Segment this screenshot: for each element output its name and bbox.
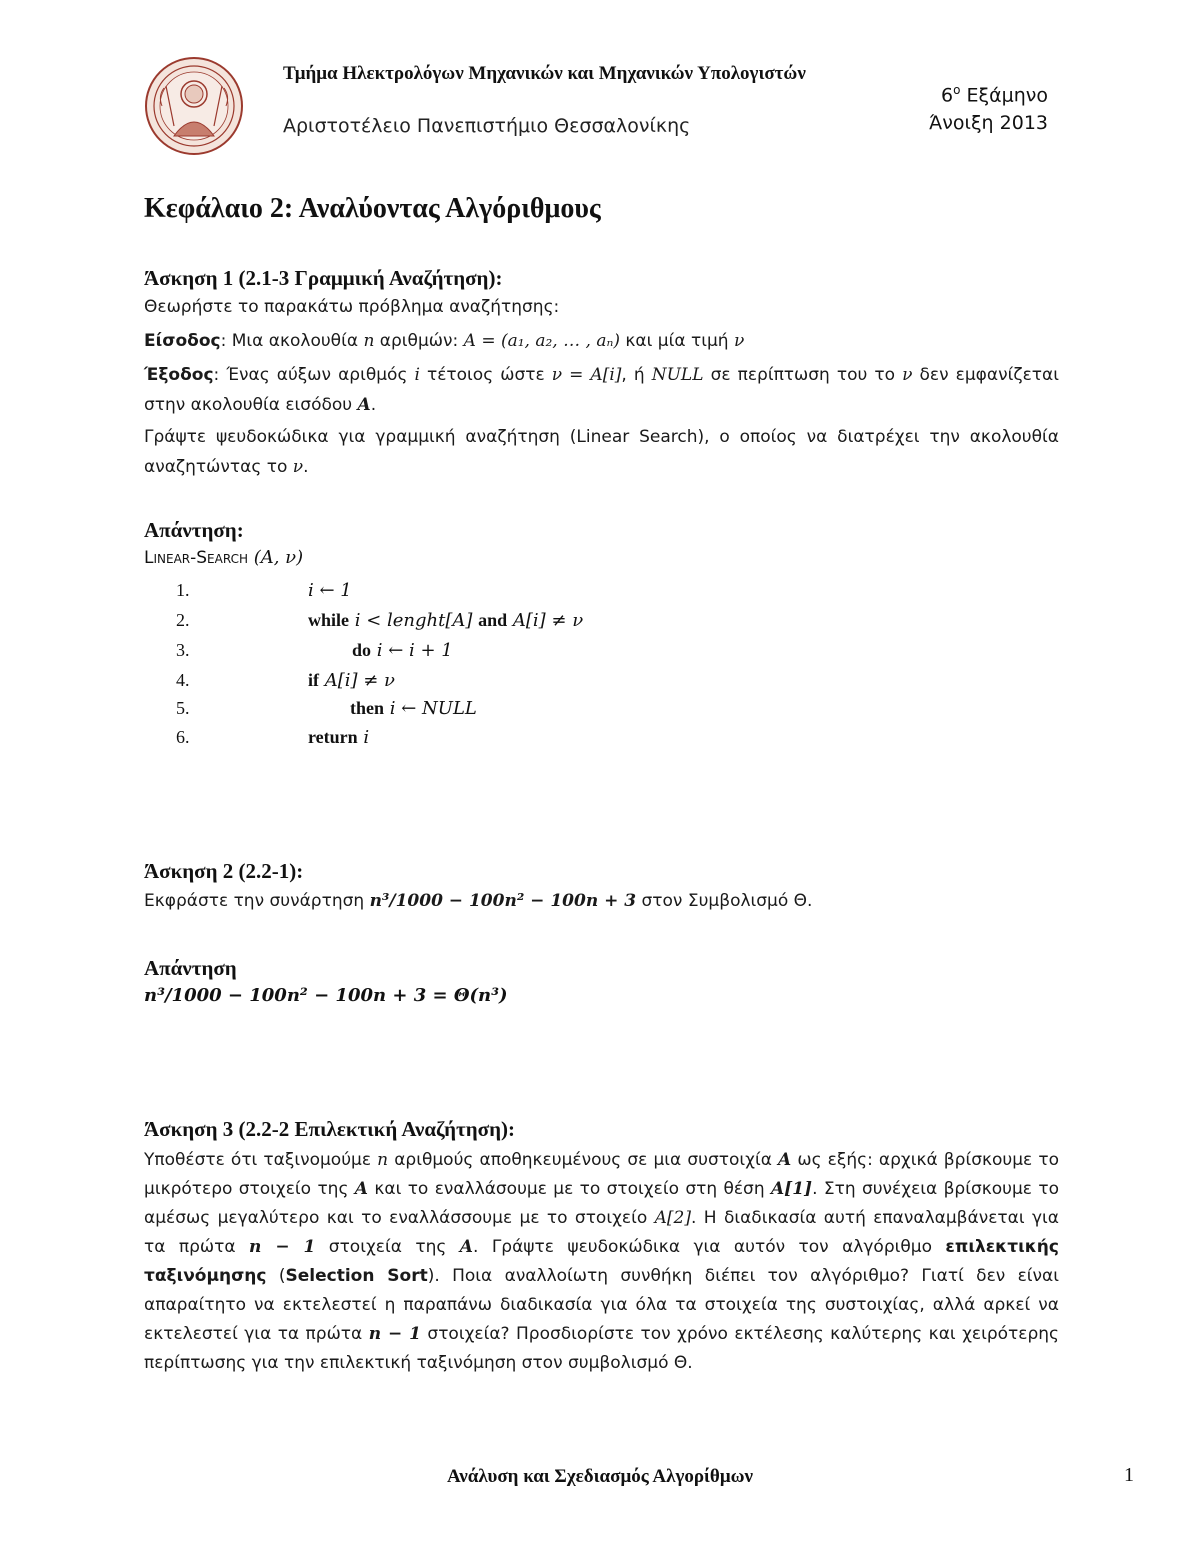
pseudocode-block (144, 580, 744, 760)
output-equation: ν = A[i] (551, 365, 622, 385)
output-text-c: , ή (621, 365, 652, 385)
input-v: ν (733, 331, 745, 351)
input-text-c: και μία τιμή (620, 331, 734, 351)
exercise-2-title: Άσκηση 2 (2.2-1): (144, 859, 304, 883)
exercise-3-statement: Υποθέστε ότι ταξινομούμε n αριθμούς αποθηκευμένους σε μια συστοιχία A ως εξής: αρχικά βρίσκουμε το μικρότερο στοιχείο της A και το εναλλάσουμε με το στοιχείο στη θέση A[1]. Στη συνέχεια βρίσκουμε το αμέσως μεγαλύτερο και το εναλλάσσουμε με το στοιχείο A[2]. Η διαδικασία αυτή επαναλαμβάνεται για τα πρώτα n − 1 στοιχεία της A. Γράψτε ψευδοκώδικα για αυτόν τον αλγόριθμο επιλεκτικής ταξινόμησης (Selection Sort). Ποια αναλλοίωτη συνθήκη διέπει τον αλγόριθμο? Γιατί δεν είναι απαραίτητο να εκτελεστεί η παραπάνω διαδικασία για όλα τα στοιχεία της συστοιχίας, αλλά αρκεί να εκτελεστεί για τα πρώτα n − 1 στοιχεία? Προσδιορίστε τον χρόνο εκτέλεσης καλύτερης και χειρότερης περίπτωσης για την επιλεκτική ταξινόμηση στον συμβολισμό Θ. (144, 1150, 1060, 1373)
input-label: Είσοδος (144, 331, 221, 351)
output-v: ν (902, 365, 913, 385)
exercise-1-intro: Θεωρήστε το παρακάτω πρόβλημα αναζήτησης: (144, 297, 560, 317)
output-text-a: : Ένας αύξων αριθμός (213, 365, 415, 385)
university-seal-logo (144, 56, 244, 156)
output-text-d: σε περίπτωση του το (703, 365, 903, 385)
input-text-a: : Μια ακολουθία (220, 331, 364, 351)
semester-number: 6 (941, 84, 954, 107)
line-number: 1. (176, 580, 190, 600)
exercise-2-answer-title: Απάντηση (144, 956, 237, 980)
output-A: A (357, 395, 371, 415)
line-code: return i (308, 727, 370, 748)
semester-line (929, 76, 1048, 109)
output-null: NULL (651, 365, 704, 385)
exercise-1-input (144, 326, 744, 356)
input-sequence: A = (a₁, a₂, … , aₙ) (463, 331, 620, 351)
line-number: 6. (176, 727, 190, 747)
input-text-b: αριθμών: (374, 331, 464, 351)
task-v: ν (292, 457, 304, 477)
semester-ordinal: ο (953, 83, 961, 97)
exercise-1-title: Άσκηση 1 (2.1-3 Γραμμική Αναζήτηση): (144, 266, 503, 290)
algorithm-args: (A, ν) (253, 547, 304, 568)
exercise-1-answer-title: Απάντηση: (144, 518, 244, 542)
term-line: Άνοιξη 2013 (929, 112, 1048, 135)
algorithm-signature (144, 547, 303, 568)
chapter-title: Κεφάλαιο 2: Αναλύοντας Αλγόριθμους (144, 193, 601, 224)
task-text: Γράψτε ψευδοκώδικα για γραμμική αναζήτηση (Linear Search), ο οποίος να διατρέχει την ακολουθία αναζητώντας το (144, 427, 1059, 477)
output-i: i (414, 365, 420, 385)
statement-text-a: Εκφράστε την συνάρτηση (144, 891, 370, 911)
department-name: Τμήμα Ηλεκτρολόγων Μηχανικών και Μηχανικών Υπολογιστών (283, 63, 806, 84)
line-code: while i < lenght[A] and A[i] ≠ ν (308, 610, 584, 631)
exercise-2-answer: n³/1000 − 100n² − 100n + 3 = Θ(n³) (144, 985, 508, 1006)
algorithm-name: Linear-Search (144, 548, 248, 568)
statement-expression: n³/1000 − 100n² − 100n + 3 (369, 891, 637, 911)
exercise-3-title: Άσκηση 3 (2.2-2 Επιλεκτική Αναζήτηση): (144, 1117, 515, 1141)
page-number: 1 (1124, 1464, 1134, 1486)
exercise-2-statement (144, 886, 812, 916)
output-end: . (370, 395, 377, 415)
line-code: then i ← NULL (350, 698, 477, 719)
footer-title: Ανάλυση και Σχεδιασμός Αλγορίθμων (446, 1466, 753, 1487)
exercise-1-output (144, 360, 1059, 420)
input-n: n (363, 331, 375, 351)
semester-label: Εξάμηνο (960, 84, 1048, 107)
output-text-e: δεν εμφανίζεται στην ακολουθία εισόδου (144, 365, 1059, 415)
line-code: if A[i] ≠ ν (308, 670, 395, 691)
university-name: Αριστοτέλειο Πανεπιστήμιο Θεσσαλονίκης (283, 115, 691, 137)
semester-info (929, 76, 1048, 137)
line-number: 4. (176, 670, 190, 690)
line-number: 5. (176, 698, 190, 718)
line-number: 2. (176, 610, 190, 630)
exercise-1-task (144, 422, 1059, 482)
statement-text-b: στον Συμβολισμό Θ. (636, 891, 813, 911)
output-label: Έξοδος (144, 365, 214, 385)
line-number: 3. (176, 640, 190, 660)
line-code: do i ← i + 1 (352, 640, 453, 661)
line-code: i ← 1 (308, 580, 352, 601)
output-text-b: τέτοιος ώστε (419, 365, 552, 385)
task-end: . (303, 457, 309, 477)
